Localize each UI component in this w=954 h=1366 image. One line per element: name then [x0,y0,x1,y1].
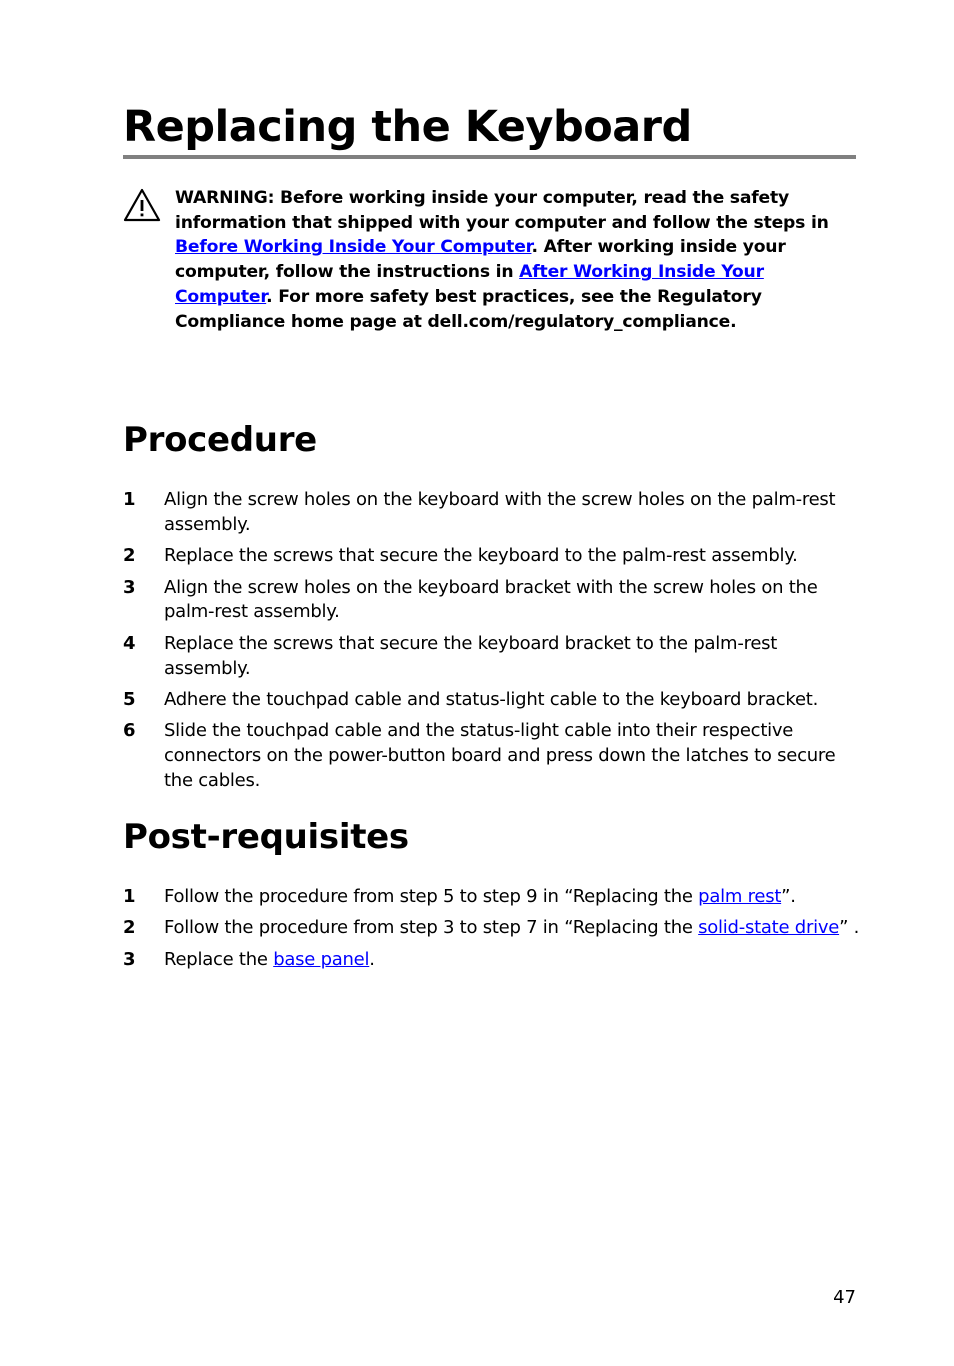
step-text: Adhere the touchpad cable and status-light cable to the keyboard bracket. [164,688,819,710]
procedure-step [123,719,863,793]
step-text: Replace the [164,948,274,970]
step-number: 3 [123,576,136,598]
step-text-end: . [369,948,375,970]
procedure-step [123,576,863,626]
step-text: Replace the screws that secure the keyboard bracket to the palm-rest assembly. [164,632,778,679]
step-number: 6 [123,720,136,742]
procedure-heading: Procedure [123,420,317,460]
step-text: Slide the touchpad cable and the status-light cable into their respective connectors on the power-button board and press down the latches to secure the cables. [164,720,836,791]
step-text: Follow the procedure from step 5 to step 9 in “Replacing the [164,886,699,907]
postrequisites-heading: Post-requisites [123,817,409,857]
step-number: 1 [123,489,136,510]
palm-rest-link[interactable]: palm rest [698,886,782,907]
step-number: 1 [123,886,136,907]
step-number: 2 [123,545,136,567]
step-number: 2 [123,917,136,939]
title-divider [123,155,856,159]
procedure-step [123,488,863,538]
page-number: 47 [833,1287,856,1308]
step-number: 3 [123,948,136,970]
step-text: Align the screw holes on the keyboard bracket with the screw holes on the palm-rest assembly. [164,576,818,623]
postrequisite-step [123,948,863,973]
postrequisite-step [123,916,863,941]
step-number: 4 [123,632,136,654]
procedure-steps [123,488,863,800]
warning-text-part-2: . After working inside your computer, follow the instructions in [175,237,786,283]
step-text-end: ” . [839,917,860,939]
step-text: Follow the procedure from step 3 to step 7 in “Replacing the [164,917,699,939]
page-title: Replacing the Keyboard [123,102,692,152]
warning-text-part-3: . For more safety best practices, see the Regulatory Compliance home page at dell.com/regulatory_compliance. [175,286,762,332]
before-working-link[interactable]: Before Working Inside Your Computer [175,237,532,258]
after-working-link[interactable]: After Working Inside Your Computer [175,262,764,307]
step-number: 5 [123,688,136,710]
warning-message [175,186,860,334]
warning-triangle-icon [123,188,161,222]
step-text: Replace the screws that secure the keyboard to the palm-rest assembly. [164,545,798,567]
procedure-step [123,688,863,713]
solid-state-drive-link[interactable]: solid-state drive [698,917,840,939]
step-text: Align the screw holes on the keyboard with the screw holes on the palm-rest assembly. [164,489,836,535]
base-panel-link[interactable]: base panel [273,948,370,970]
procedure-step [123,632,863,682]
step-text-end: ”. [781,886,796,907]
warning-text-part-1: WARNING: Before working inside your computer, read the safety information that shipped with your computer and follow the steps in [175,188,829,233]
postrequisite-steps [123,885,863,979]
procedure-step [123,544,863,569]
postrequisite-step [123,885,863,910]
